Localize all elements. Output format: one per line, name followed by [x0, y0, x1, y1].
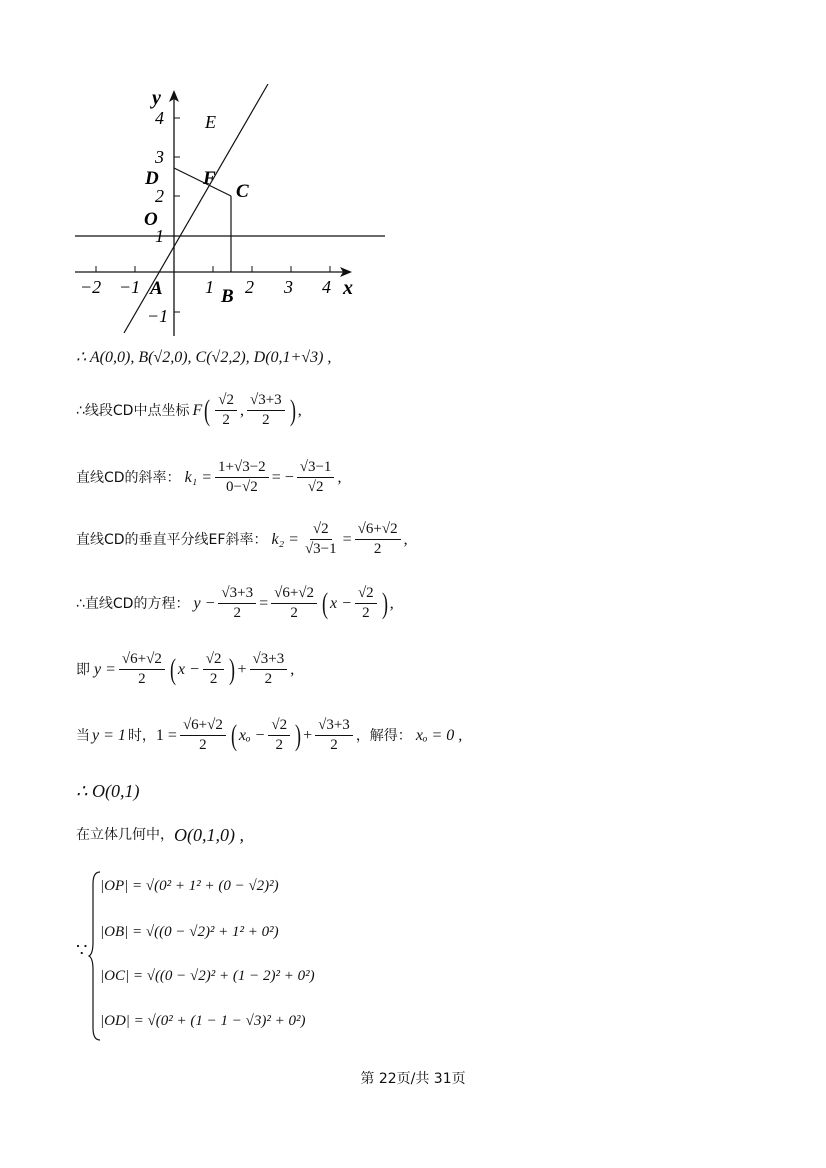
fraction: $\frac{√3+3}{2}$ — [218, 586, 256, 621]
point-d-label: D — [145, 168, 159, 189]
point-a-label: A — [150, 278, 163, 299]
fraction: $\frac{√3+3}{2}$ — [315, 718, 353, 753]
y-tick-2: 2 — [155, 186, 164, 206]
eq-ob: |OB| = √((0 − √2)² + 1² + 0²) — [100, 924, 279, 940]
y-tick-3: 3 — [155, 147, 164, 167]
fraction: $\frac{√3+3}{2}$ — [250, 652, 288, 687]
fraction: $\frac{√6+√2}{2}$ — [119, 652, 165, 687]
fraction: $\frac{√6+√2}{2}$ — [355, 522, 401, 557]
y-axis-label: y — [152, 87, 161, 109]
point-f-label: F — [203, 168, 216, 189]
line-slope-cd: 直线CD的斜率： k₁ = $\frac{1+√3-2}{0-√2}$ = − $\frac{√3-1}{√2}$ , — [76, 459, 342, 495]
fraction: $\frac{1+√3-2}{0-√2}$ — [215, 460, 269, 495]
paren-right: ) — [289, 393, 296, 427]
equation-label: ∴直线CD的方程： — [76, 595, 190, 612]
fraction: $\frac{√6+√2}{2}$ — [180, 718, 226, 753]
slope-ef-label: 直线CD的垂直平分线EF斜率： — [76, 531, 268, 548]
x-axis-label: x — [343, 277, 353, 299]
fraction: $\frac{√2}{2}$ — [355, 586, 377, 621]
fraction: $\frac{√2}{√3-1}$ — [304, 521, 337, 557]
point-b-label: B — [221, 286, 234, 307]
slope-cd-label: 直线CD的斜率： — [76, 469, 181, 486]
y-tick-1: 1 — [155, 226, 164, 246]
x-tick-3: 3 — [284, 277, 293, 297]
fraction: $\frac{√2}{2}$ — [268, 718, 290, 753]
point-o-label: O — [144, 209, 158, 230]
line-slope-ef: 直线CD的垂直平分线EF斜率： k₂ = $\frac{√2}{√3-1}$ = $\frac{√6+√2}{2}$ , — [76, 521, 408, 557]
paren-left: ( — [204, 393, 211, 427]
point-c-label: C — [236, 181, 249, 202]
page-footer: 第 22页/共 31页 — [360, 1071, 466, 1087]
line-equation: ∴直线CD的方程： y − $\frac{√3+3}{2}$ = $\frac{√6+√2}{2}$ ( x − $\frac{√2}{2}$ ) , — [76, 585, 394, 621]
equals-minus: = − — [271, 468, 294, 486]
y-tick-4: 4 — [155, 108, 164, 128]
midpoint-f: F — [192, 401, 203, 419]
3d-label: 在立体几何中， — [76, 827, 174, 843]
coordinate-figure — [70, 84, 390, 344]
midpoint-label: ∴线段CD中点坐标 — [76, 402, 190, 419]
slope-k2: k₂ = — [271, 530, 299, 548]
fraction: $\frac{√3-1}{√2}$ — [297, 460, 335, 495]
x-tick-neg2: −2 — [80, 277, 102, 297]
eq-op: |OP| = √(0² + 1² + (0 − √2)²) — [100, 878, 279, 894]
slope-k1: k₁ = — [184, 468, 213, 486]
eq-od: |OD| = √(0² + (1 − 1 − √3)² + 0²) — [100, 1013, 306, 1029]
because-symbol: ∵ — [76, 940, 88, 960]
fraction: $\frac{√2}{2}$ — [203, 652, 225, 687]
line-explicit: 即 y = $\frac{√6+√2}{2}$ ( x − $\frac{√2}{2}$ ) + $\frac{√3+3}{2}$ , — [76, 651, 295, 687]
line-solve: 当 y = 1 时， 1 = $\frac{√6+√2}{2}$ ( xₒ − $\frac{√2}{2}$ ) + $\frac{√3+3}{2}$ ，解得： xₒ = 0 , — [76, 717, 463, 753]
fraction: $\frac{√2}{2}$ — [215, 393, 237, 428]
x-tick-1: 1 — [205, 277, 214, 297]
x-tick-4: 4 — [322, 277, 331, 297]
x-tick-neg1: −1 — [119, 277, 141, 297]
y-tick-neg1: −1 — [147, 306, 169, 326]
line-3d — [76, 826, 244, 844]
point-e-label: E — [205, 112, 216, 132]
line-o-result — [76, 782, 139, 800]
eq-oc: |OC| = √((0 − √2)² + (1 − 2)² + 0²) — [100, 968, 315, 984]
line-points — [76, 350, 331, 366]
o-3d: O(0,1,0) , — [174, 825, 244, 845]
fraction: $\frac{√6+√2}{2}$ — [271, 586, 317, 621]
x-tick-2: 2 — [245, 277, 254, 297]
o-result: ∴ O(0,1) — [76, 781, 140, 801]
fraction: $\frac{√3+3}{2}$ — [247, 393, 285, 428]
line-midpoint: ∴线段CD中点坐标 F ( $\frac{√2}{2}$ , $\frac{√3+3}{2}$ ) , — [76, 392, 302, 428]
explicit-label: 即 — [76, 661, 90, 678]
points-text: ∴ A(0,0), B(√2,0), C(√2,2), D(0,1+√3) , — [76, 349, 332, 366]
